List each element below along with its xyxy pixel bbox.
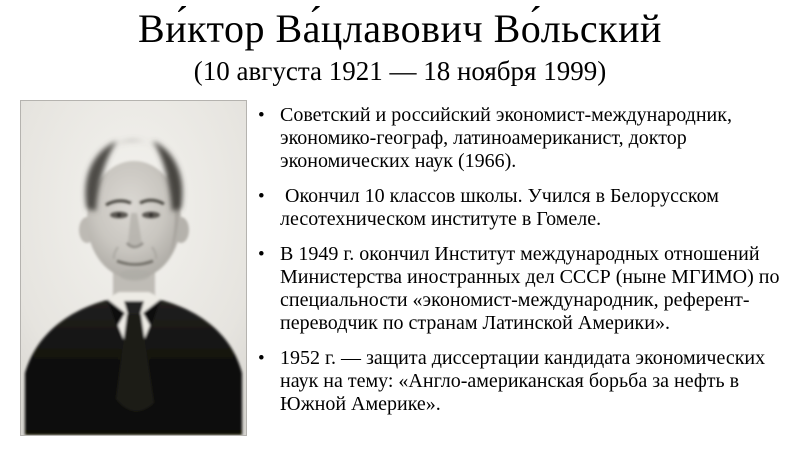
list-item bbox=[256, 185, 790, 231]
bullet-marker-icon: • bbox=[258, 105, 265, 126]
page-subtitle: (10 августа 1921 — 18 ноября 1999) bbox=[193, 56, 607, 86]
bullet-text: В 1949 г. окончил Институт международных отношений Министерства иностранных дел СССР (ныне МГИМО) по специальности «экономист-международник, референт-переводчик по странам Латинской Америки». bbox=[280, 243, 785, 334]
bullet-text: 1952 г. — защита диссертации кандидата экономических наук на тему: «Англо-американская борьба за нефть в Южной Америке». bbox=[280, 347, 771, 415]
bullet-text: Окончил 10 классов школы. Учился в Белорусском лесотехническом институте в Гомеле. bbox=[280, 185, 724, 230]
bullet-text: Советский и российский экономист-международник, экономико-географ, латиноамериканист, доктор экономических наук (1966). bbox=[280, 104, 737, 172]
bullet-marker-icon: • bbox=[258, 348, 265, 369]
list-item bbox=[256, 104, 790, 173]
bullet-marker-icon: • bbox=[258, 244, 265, 265]
list-item bbox=[256, 347, 790, 416]
bullet-marker-icon: • bbox=[258, 186, 265, 207]
portrait-photo-graphic bbox=[21, 101, 246, 435]
bullet-list bbox=[256, 104, 790, 428]
page-title: Ви́ктор Ва́цлавович Во́льский bbox=[138, 6, 662, 51]
list-item bbox=[256, 243, 790, 335]
portrait-photo bbox=[20, 100, 247, 436]
